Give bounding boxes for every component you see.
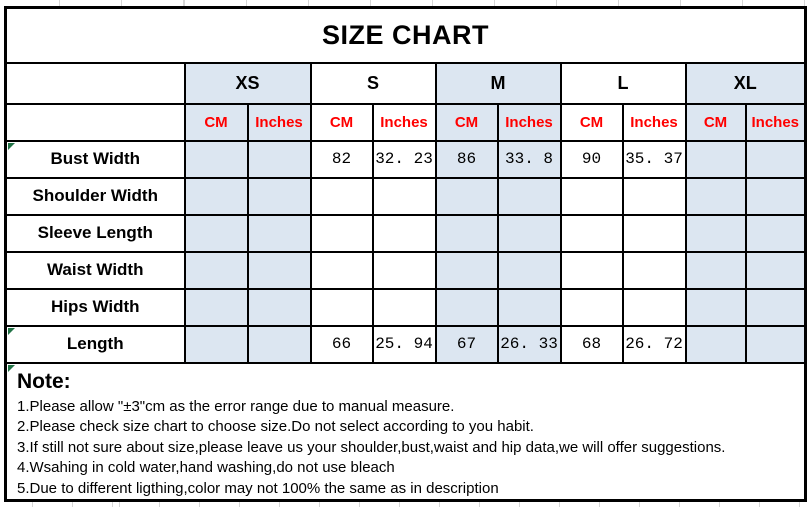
corner-cell	[6, 63, 185, 104]
unit-row-corner-cell	[6, 104, 185, 141]
cell-m-inches: 33. 8	[498, 141, 561, 178]
cell-l-cm	[561, 252, 623, 289]
cell-m-cm	[436, 215, 498, 252]
cell-l-inches	[623, 215, 686, 252]
cell-xs-inches	[248, 289, 311, 326]
cell-m-cm	[436, 252, 498, 289]
note-item-2: 2.Please check size chart to choose size.Do not select according to you habit.	[17, 418, 534, 435]
cell-l-cm	[561, 289, 623, 326]
table-row-shoulder-width	[6, 178, 806, 215]
cell-s-inches	[373, 178, 436, 215]
measurement-label: Shoulder Width	[6, 178, 185, 215]
cell-m-inches	[498, 252, 561, 289]
cell-xl-inches	[746, 215, 806, 252]
cell-xl-inches	[746, 326, 806, 363]
cell-xs-cm	[185, 178, 248, 215]
cell-xs-cm	[185, 141, 248, 178]
cell-s-cm: 66	[311, 326, 373, 363]
cell-m-inches	[498, 215, 561, 252]
size-chart-table	[4, 6, 807, 502]
cell-l-cm: 90	[561, 141, 623, 178]
cell-m-inches	[498, 178, 561, 215]
cell-m-cm: 86	[436, 141, 498, 178]
unit-header-s-inches: Inches	[373, 104, 436, 141]
cell-m-cm	[436, 178, 498, 215]
table-row-sleeve-length	[6, 215, 806, 252]
cell-xs-cm	[185, 326, 248, 363]
cell-m-inches: 26. 33	[498, 326, 561, 363]
cell-xs-cm	[185, 252, 248, 289]
note-item-1: 1.Please allow "±3"cm as the error range due to manual measure.	[17, 397, 455, 415]
cell-xl-cm	[686, 289, 746, 326]
cell-m-cm	[436, 289, 498, 326]
unit-header-m-inches: Inches	[498, 104, 561, 141]
cell-l-inches: 26. 72	[623, 326, 686, 363]
unit-header-xl-inches: Inches	[746, 104, 806, 141]
size-header-row	[6, 63, 806, 104]
cell-xs-inches	[248, 326, 311, 363]
size-header-xs: XS	[185, 63, 311, 104]
cell-l-inches	[623, 289, 686, 326]
cell-s-inches: 25. 94	[373, 326, 436, 363]
cell-xs-cm	[185, 215, 248, 252]
size-header-xl: XL	[686, 63, 806, 104]
note-row	[6, 363, 806, 501]
table-row-waist-width	[6, 252, 806, 289]
measurement-label: Length	[6, 326, 185, 363]
note-section	[6, 363, 806, 501]
cell-xl-cm	[686, 141, 746, 178]
unit-header-m-cm: CM	[436, 104, 498, 141]
unit-header-s-cm: CM	[311, 104, 373, 141]
cell-s-inches	[373, 215, 436, 252]
cell-xl-cm	[686, 252, 746, 289]
cell-m-cm: 67	[436, 326, 498, 363]
cell-xl-cm	[686, 178, 746, 215]
cell-s-cm: 82	[311, 141, 373, 178]
cell-xs-inches	[248, 215, 311, 252]
size-header-l: L	[561, 63, 686, 104]
measurement-label: Waist Width	[6, 252, 185, 289]
unit-header-l-inches: Inches	[623, 104, 686, 141]
note-item-4: 4.Wsahing in cold water,hand washing,do not use bleach	[17, 459, 395, 476]
cell-s-cm	[311, 252, 373, 289]
note-item-5: 5.Due to different ligthing,color may not 100% the same as in description	[17, 479, 499, 497]
cell-l-inches	[623, 178, 686, 215]
measurement-label: Bust Width	[6, 141, 185, 178]
size-header-s: S	[311, 63, 436, 104]
size-header-m: M	[436, 63, 561, 104]
cell-s-inches	[373, 289, 436, 326]
measurement-label: Hips Width	[6, 289, 185, 326]
cell-xl-inches	[746, 178, 806, 215]
measurement-label: Sleeve Length	[6, 215, 185, 252]
cell-xl-cm	[686, 215, 746, 252]
unit-header-xs-inches: Inches	[248, 104, 311, 141]
title-row	[6, 8, 806, 63]
cell-xs-inches	[248, 141, 311, 178]
table-row-hips-width	[6, 289, 806, 326]
cell-m-inches	[498, 289, 561, 326]
note-item-3: 3.If still not sure about size,please leave us your shoulder,bust,waist and hip data,we will offer suggestions.	[17, 438, 726, 456]
unit-header-xl-cm: CM	[686, 104, 746, 141]
cell-xl-inches	[746, 252, 806, 289]
cell-xs-cm	[185, 289, 248, 326]
cell-xl-cm	[686, 326, 746, 363]
cell-xs-inches	[248, 178, 311, 215]
cell-xs-inches	[248, 252, 311, 289]
unit-header-row	[6, 104, 806, 141]
cell-s-inches: 32. 23	[373, 141, 436, 178]
cell-l-inches: 35. 37	[623, 141, 686, 178]
cell-s-inches	[373, 252, 436, 289]
cell-l-cm	[561, 178, 623, 215]
cell-l-inches	[623, 252, 686, 289]
cell-xl-inches	[746, 141, 806, 178]
page-title: SIZE CHART	[6, 8, 806, 63]
table-row-bust-width	[6, 141, 806, 178]
cell-l-cm: 68	[561, 326, 623, 363]
cell-s-cm	[311, 215, 373, 252]
cell-xl-inches	[746, 289, 806, 326]
cell-l-cm	[561, 215, 623, 252]
unit-header-l-cm: CM	[561, 104, 623, 141]
unit-header-xs-cm: CM	[185, 104, 248, 141]
table-row-length	[6, 326, 806, 363]
cell-s-cm	[311, 289, 373, 326]
note-heading: Note:	[17, 369, 71, 393]
cell-s-cm	[311, 178, 373, 215]
